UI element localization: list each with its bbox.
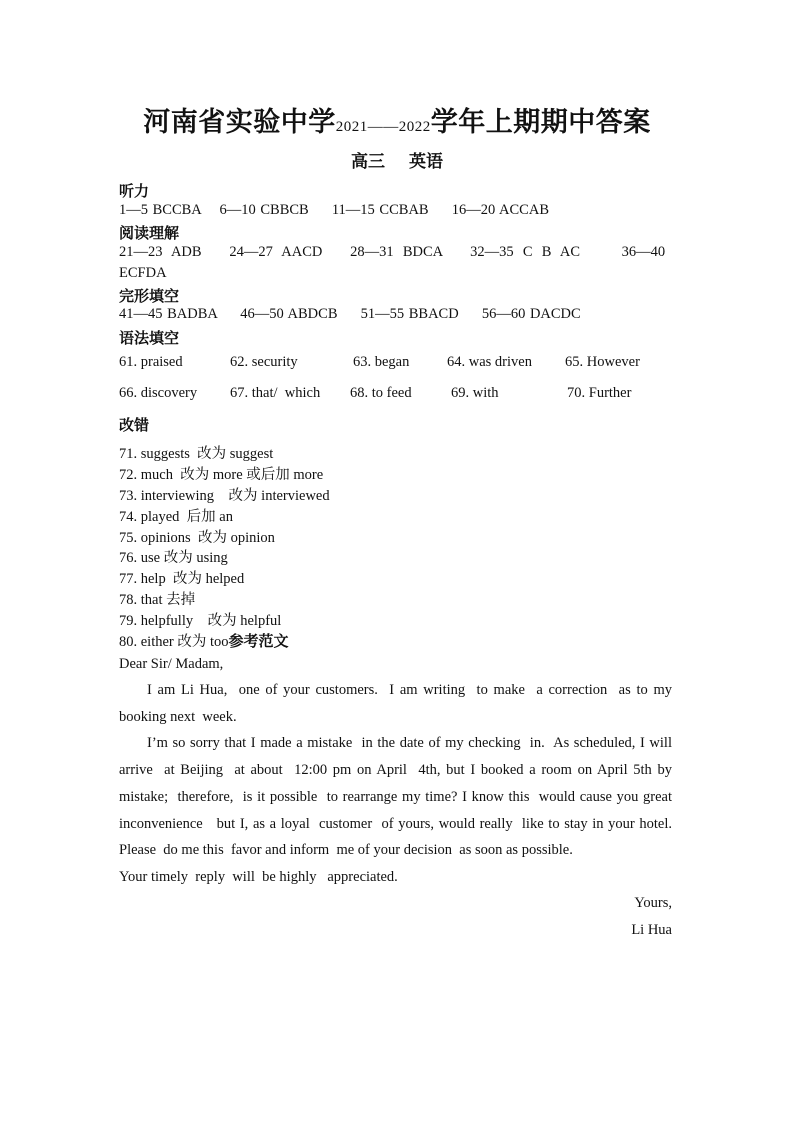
grammar-item: 65. However xyxy=(565,354,640,370)
reading-answers-line1: 21—23 ADB 24—27 AACD 28—31 BDCA 32—35 C B AC 36—40 xyxy=(119,244,666,260)
listening-heading: 听力 xyxy=(119,182,150,200)
cloze-heading: 完形填空 xyxy=(119,287,180,305)
correction-item: 79. helpfully 改为 helpful xyxy=(119,613,282,629)
grammar-item: 67. that/ which xyxy=(230,385,321,401)
grammar-item: 69. with xyxy=(451,385,499,401)
letter-paragraph: I am Li Hua, one of your customers. I am writing to make a correction as to my booking next week. xyxy=(119,682,676,725)
listening-answers: 1—5 BCCBA 6—10 CBBCB 11—15 CCBAB 16—20 ACCAB xyxy=(119,202,549,218)
grammar-heading: 语法填空 xyxy=(119,329,180,347)
title-suffix: 学年上期期中答案 xyxy=(430,107,651,138)
correction-item-last xyxy=(119,630,289,651)
grammar-item: 70. Further xyxy=(567,385,632,401)
grammar-item: 62. security xyxy=(230,354,298,370)
cloze-answers: 41—45 BADBA 46—50 ABDCB 51—55 BBACD 56—60 DACDC xyxy=(119,306,581,322)
reading-answers-line2: ECFDA xyxy=(119,265,167,281)
letter-paragraph: Your timely reply will be highly appreciated. xyxy=(119,868,398,885)
grammar-item: 66. discovery xyxy=(119,385,198,401)
letter-paragraph: I’m so sorry that I made a mistake in the date of my checking in. As scheduled, I will arrive at Beijing at about 12:00 pm on April 4th, but I booked a room on April 5th by mistake; therefore, is it possible to rearrange my time? I know this would cause you great inconvenience but I, as a loyal customer of yours, would really like to stay in your hotel. Please do me this favor and inform me of your decision as soon as possible. xyxy=(119,735,680,859)
correction-item: 80. either 改为 too xyxy=(119,634,229,650)
grammar-item: 68. to feed xyxy=(350,385,412,401)
subtitle-grade: 高三 xyxy=(351,152,385,172)
grammar-item: 63. began xyxy=(353,354,410,370)
subtitle-subject: 英语 xyxy=(409,152,443,172)
correction-heading: 改错 xyxy=(119,416,150,434)
essay-heading: 参考范文 xyxy=(228,632,289,650)
grammar-item: 64. was driven xyxy=(447,354,532,370)
title-prefix: 河南省实验中学 xyxy=(143,107,336,138)
correction-item: 77. help 改为 helped xyxy=(119,571,245,587)
correction-item: 74. played 后加 an xyxy=(119,509,233,525)
page-subtitle xyxy=(0,147,794,172)
title-years: 2021——2022 xyxy=(335,119,431,135)
correction-item: 73. interviewing 改为 interviewed xyxy=(119,488,330,504)
reading-heading: 阅读理解 xyxy=(119,224,180,242)
letter-closing: Yours, xyxy=(634,895,672,911)
correction-item: 75. opinions 改为 opinion xyxy=(119,530,275,546)
grammar-item: 61. praised xyxy=(119,354,183,370)
correction-item: 72. much 改为 more 或后加 more xyxy=(119,467,324,483)
correction-item: 71. suggests 改为 suggest xyxy=(119,446,274,462)
page-title xyxy=(0,100,794,139)
letter-salutation: Dear Sir/ Madam, xyxy=(119,656,224,672)
correction-item: 76. use 改为 using xyxy=(119,550,228,566)
correction-item: 78. that 去掉 xyxy=(119,592,196,608)
letter-signature: Li Hua xyxy=(631,922,672,938)
letter-body xyxy=(119,677,680,891)
